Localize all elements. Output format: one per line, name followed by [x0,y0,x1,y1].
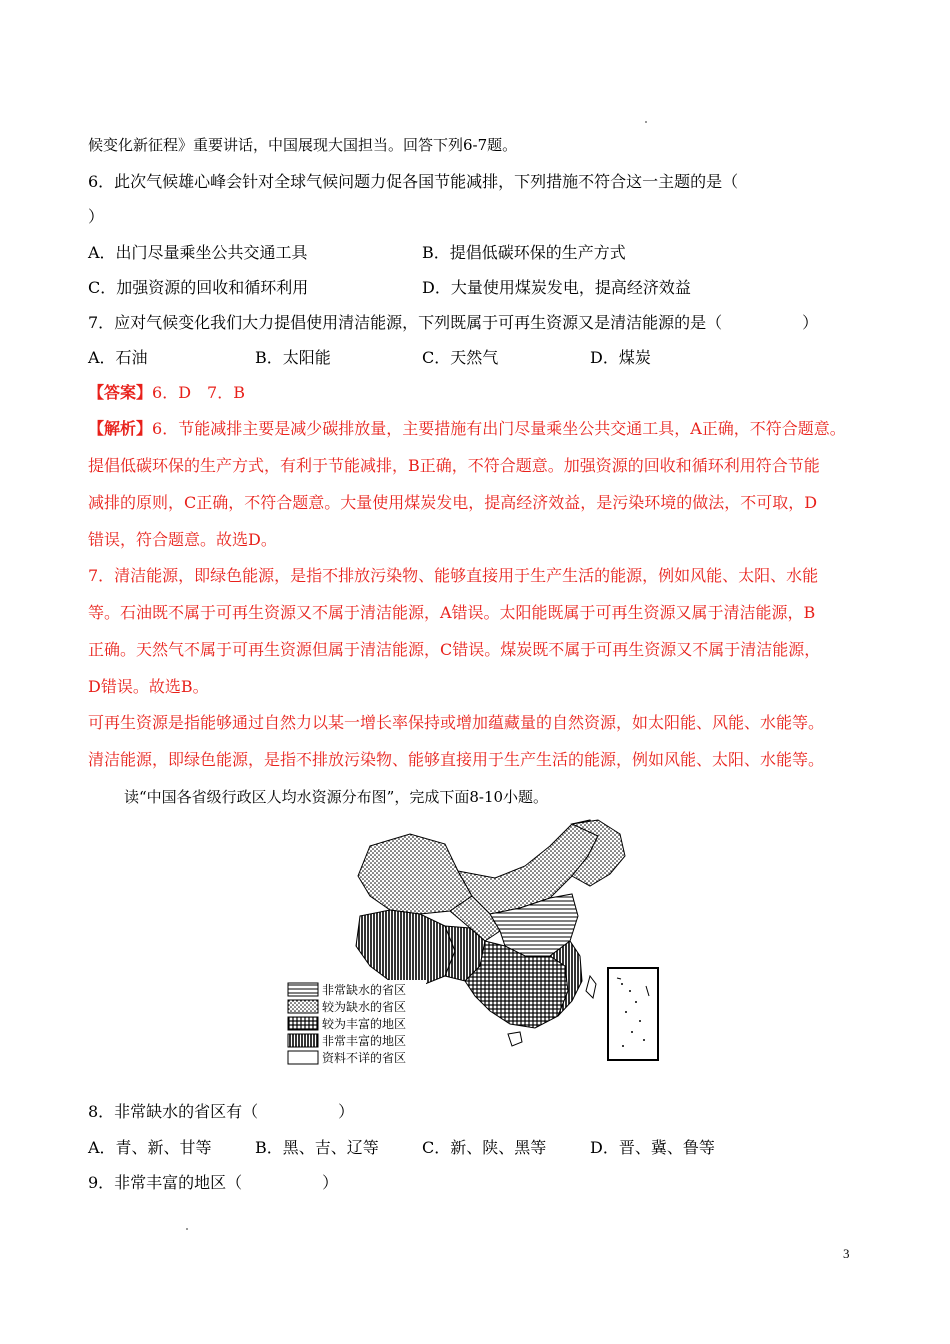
reading-intro: 读“中国各省级行政区人均水资源分布图”，完成下面8-10小题。 [124,788,549,806]
analysis-line-4: 错误，符合题意。故选D。 [88,530,277,549]
legend-label-rich: 较为丰富的地区 [322,1017,407,1031]
analysis-line-8: D错误。故选B。 [88,677,209,696]
q7-option-c: C．天然气 [422,348,499,367]
legend-label-very-rich: 非常丰富的地区 [322,1034,407,1048]
q6-stem-close: ） [88,207,105,226]
q8-option-a: A．青、新、甘等 [88,1138,212,1157]
region-taiwan [586,976,596,998]
analysis-text-1: 6．节能减排主要是减少碳排放量，主要措施有出门尽量乘坐公共交通工具，A正确，不符合题意。 [152,419,846,438]
answer-tag: 【答案】 [88,383,153,402]
answer-line [88,382,245,404]
analysis-line-1 [88,418,846,440]
region-north [458,820,598,914]
legend-swatch-unknown [288,1051,318,1064]
q6-option-a: A．出门尽量乘坐公共交通工具 [88,243,308,262]
q8-option-d: D．晋、冀、鲁等 [590,1138,715,1157]
q8-stem: 8．非常缺水的省区有（ ） [88,1102,355,1121]
legend-swatch-scarce [288,1000,318,1013]
legend-swatch-very-rich [288,1034,318,1047]
analysis-line-9: 可再生资源是指能够通过自然力以某一增长率保持或增加蕴藏量的自然资源，如太阳能、风能、水能等。 [88,713,825,732]
south-china-sea-inset [608,968,658,1060]
q7-stem: 7．应对气候变化我们大力提倡使用清洁能源，下列既属于可再生资源又是清洁能源的是（ ） [88,313,819,332]
q8-option-b: B．黑、吉、辽等 [255,1138,379,1157]
intro-tail: 候变化新征程》重要讲话，中国展现大国担当。回答下列6-7题。 [88,136,518,154]
analysis-line-2: 提倡低碳环保的生产方式，有利于节能减排，B正确，不符合题意。加强资源的回收和循环利用符合节能 [88,456,820,475]
analysis-line-5: 7．清洁能源，即绿色能源，是指不排放污染物、能够直接用于生产生活的能源，例如风能、太阳、水能 [88,566,819,585]
china-map-figure [280,816,680,1072]
q7-option-b: B．太阳能 [255,348,331,367]
scan-dot-bottom [186,1228,188,1230]
q7-option-a: A．石油 [88,348,148,367]
region-northwest [358,834,472,914]
region-hainan [508,1032,522,1046]
q6-option-c: C．加强资源的回收和循环利用 [88,278,309,297]
q6-stem: 6．此次气候雄心峰会针对全球气候问题力促各国节能减排，下列措施不符合这一主题的是（ [88,172,739,191]
q6-option-d: D．大量使用煤炭发电，提高经济效益 [422,278,691,297]
map-legend [286,980,426,1070]
scan-dot [645,121,647,123]
analysis-tag: 【解析】 [88,419,153,438]
analysis-line-10: 清洁能源，即绿色能源，是指不排放污染物、能够直接用于生产生活的能源，例如风能、太阳、水能等。 [88,750,825,769]
page-number: 3 [843,1246,850,1261]
analysis-line-3: 减排的原则，C正确，不符合题意。大量使用煤炭发电，提高经济效益，是污染环境的做法，不可取，D [88,493,818,512]
legend-label-scarce: 较为缺水的省区 [322,1000,407,1014]
q9-stem: 9．非常丰富的地区（ ） [88,1173,339,1192]
legend-label-very-scarce: 非常缺水的省区 [322,983,407,997]
region-tibet [356,910,455,986]
legend-swatch-very-scarce [288,983,318,996]
legend-swatch-rich [288,1017,318,1030]
answer-text: 6．D 7．B [152,383,245,402]
analysis-line-6: 等。石油既不属于可再生资源又不属于清洁能源，A错误。太阳能既属于可再生资源又属于清洁能源，B [88,603,816,622]
water-resource-map [280,816,680,1072]
q8-option-c: C．新、陕、黑等 [422,1138,547,1157]
analysis-line-7: 正确。天然气不属于可再生资源但属于清洁能源，C错误。煤炭既不属于可再生资源又不属于清洁能源， [88,640,821,659]
q7-option-d: D．煤炭 [590,348,651,367]
legend-label-unknown: 资料不详的省区 [322,1051,407,1065]
q6-option-b: B．提倡低碳环保的生产方式 [422,243,626,262]
